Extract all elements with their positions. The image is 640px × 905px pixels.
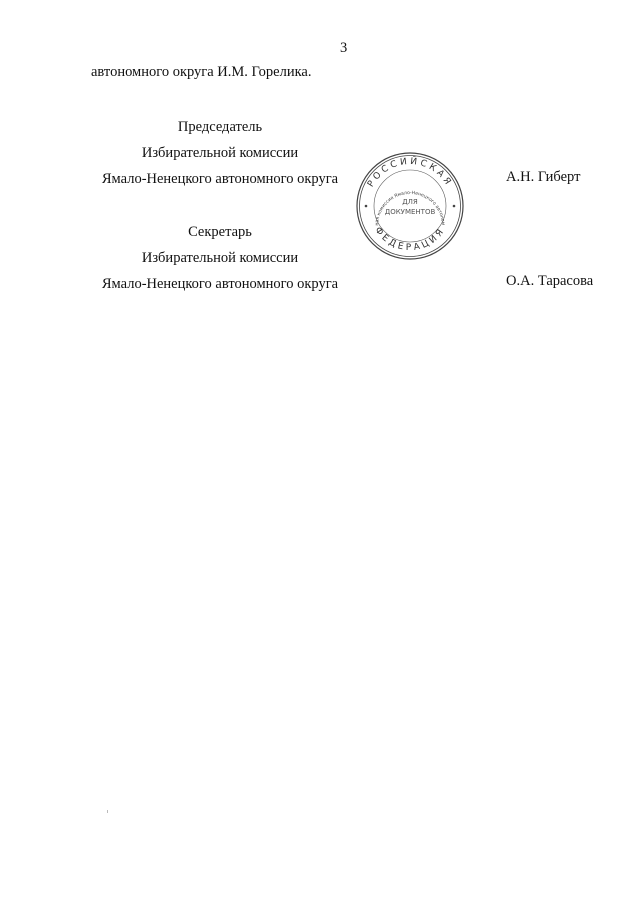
secretary-role: Секретарь bbox=[188, 224, 252, 240]
page-number: 3 bbox=[340, 40, 348, 56]
chairman-name: А.Н. Гиберт bbox=[506, 169, 581, 185]
secretary-name: О.А. Тарасова bbox=[506, 273, 594, 289]
seal-dot-right bbox=[453, 205, 456, 208]
seal-ring-text: ная комиссия Ямало-Ненецкого автоном bbox=[374, 190, 446, 226]
secretary-region: Ямало-Ненецкого автономного округа bbox=[101, 276, 339, 292]
secretary-body: Избирательной комиссии bbox=[141, 250, 299, 266]
chairman-role: Председатель bbox=[177, 119, 263, 135]
chairman-body: Избирательной комиссии bbox=[141, 145, 299, 161]
continuation-text: автономного округа И.М. Горелика. bbox=[91, 64, 312, 80]
official-seal bbox=[354, 150, 466, 262]
seal-top-text: РОССИЙСКАЯ bbox=[366, 156, 454, 190]
seal-bottom-text: ФЕДЕРАЦИЯ bbox=[372, 225, 448, 254]
chairman-region: Ямало-Ненецкого автономного округа bbox=[101, 171, 339, 187]
seal-second-ring bbox=[360, 156, 461, 257]
scan-speck bbox=[107, 810, 108, 813]
seal-center-line2: ДОКУМЕНТОВ bbox=[384, 208, 436, 216]
seal-center-line1: ДЛЯ bbox=[402, 198, 418, 206]
seal-dot-left bbox=[365, 205, 368, 208]
